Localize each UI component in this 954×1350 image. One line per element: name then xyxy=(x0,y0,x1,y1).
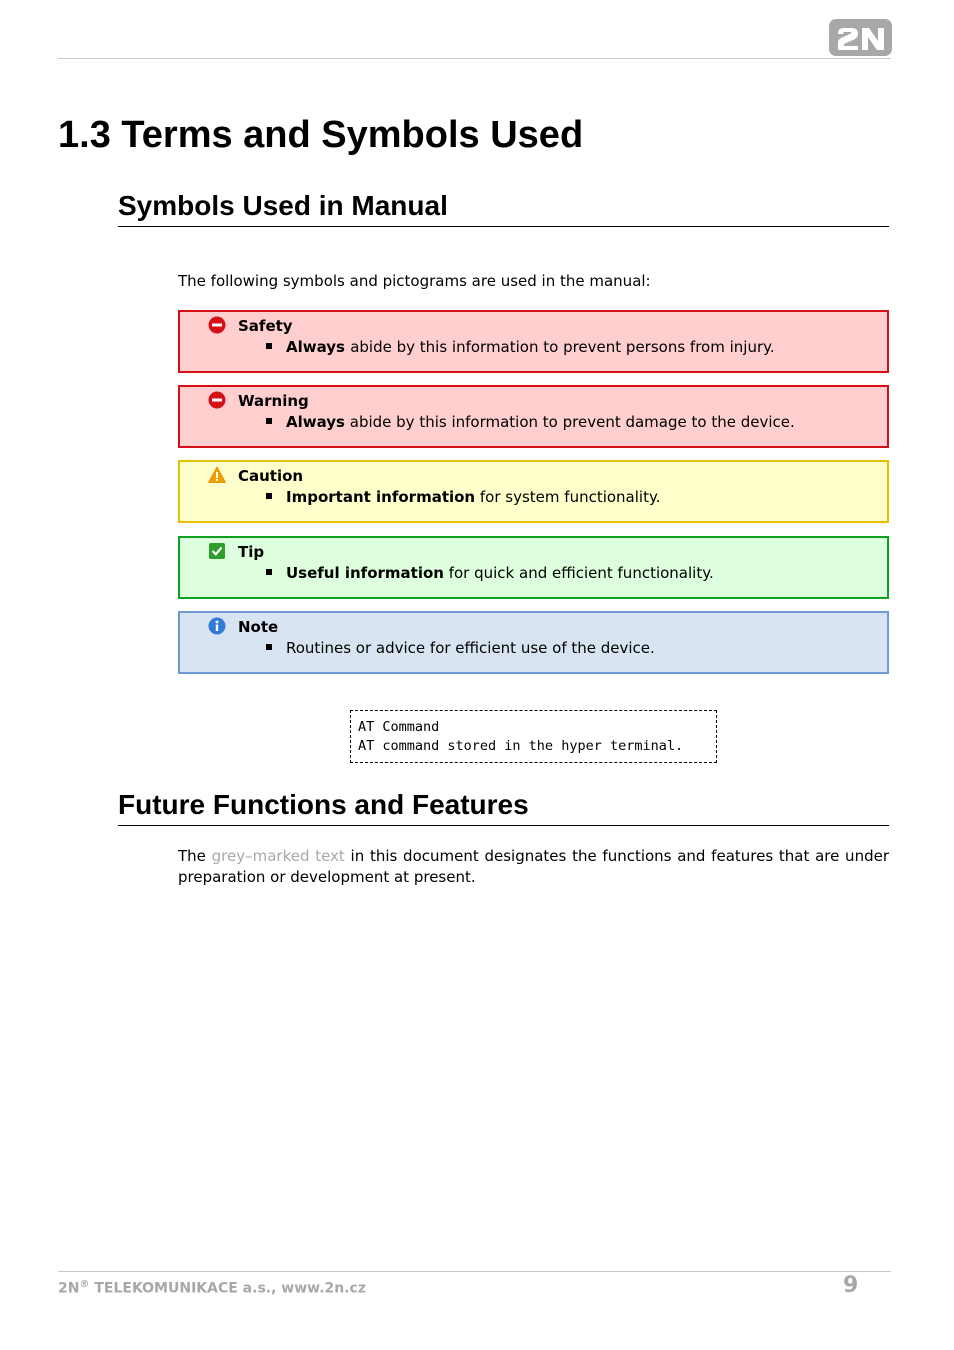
info-circle-icon xyxy=(208,617,226,635)
section-title-future: Future Functions and Features xyxy=(118,789,889,826)
safety-text: abide by this information to prevent persons from injury. xyxy=(350,338,775,356)
tip-bold: Useful information xyxy=(286,564,444,582)
2n-logo-icon xyxy=(829,19,892,56)
safety-title: Safety xyxy=(238,317,293,335)
footer-rest: TELEKOMUNIKACE a.s., www.2n.cz xyxy=(89,1280,366,1297)
safety-item xyxy=(286,337,775,357)
safety-panel xyxy=(178,310,889,373)
page-title: 1.3 Terms and Symbols Used xyxy=(58,114,584,156)
note-panel xyxy=(178,611,889,674)
future-text-after: in this document designates the functions and features that are under preparation or development at present. xyxy=(178,847,889,886)
minus-circle-icon xyxy=(208,391,226,409)
tip-text: for quick and efficient functionality. xyxy=(443,564,714,582)
note-text: Routines or advice for efficient use of the device. xyxy=(286,639,655,657)
minus-circle-icon xyxy=(208,316,226,334)
warning-title: Warning xyxy=(238,392,309,410)
caution-text: for system functionality. xyxy=(475,488,661,506)
caution-bold: Important information xyxy=(286,488,476,506)
future-paragraph xyxy=(178,846,889,888)
footer-rule xyxy=(58,1271,891,1272)
tip-title: Tip xyxy=(238,543,265,561)
safety-bold: Always xyxy=(286,338,351,356)
check-square-icon xyxy=(208,542,226,560)
at-command-line-1: AT Command xyxy=(358,719,440,735)
future-text-before: The xyxy=(178,847,212,865)
registered-mark: ® xyxy=(79,1279,90,1290)
bullet xyxy=(266,418,272,424)
footer-prefix: 2N xyxy=(58,1280,80,1297)
warning-bold: Always xyxy=(286,413,345,431)
grey-marked-text: grey–marked text xyxy=(211,847,345,865)
note-item xyxy=(286,638,655,658)
bullet xyxy=(266,569,272,575)
intro-text: The following symbols and pictograms are used in the manual: xyxy=(178,272,651,290)
header-rule xyxy=(58,58,891,59)
page-number: 9 xyxy=(843,1273,859,1298)
tip-panel xyxy=(178,536,889,599)
note-title: Note xyxy=(238,618,279,636)
warning-item xyxy=(286,412,795,432)
caution-panel xyxy=(178,460,889,523)
warning-text: abide by this information to prevent damage to the device. xyxy=(344,413,795,431)
bullet xyxy=(266,343,272,349)
bullet xyxy=(266,493,272,499)
section-title-symbols: Symbols Used in Manual xyxy=(118,190,889,227)
warning-triangle-icon xyxy=(208,466,226,484)
warning-panel xyxy=(178,385,889,448)
at-command-line-2: AT command stored in the hyper terminal. xyxy=(358,738,684,754)
footer-company xyxy=(58,1279,366,1297)
at-command-box xyxy=(350,710,717,763)
tip-item xyxy=(286,563,714,583)
caution-title: Caution xyxy=(238,467,304,485)
bullet xyxy=(266,644,272,650)
caution-item xyxy=(286,487,660,507)
